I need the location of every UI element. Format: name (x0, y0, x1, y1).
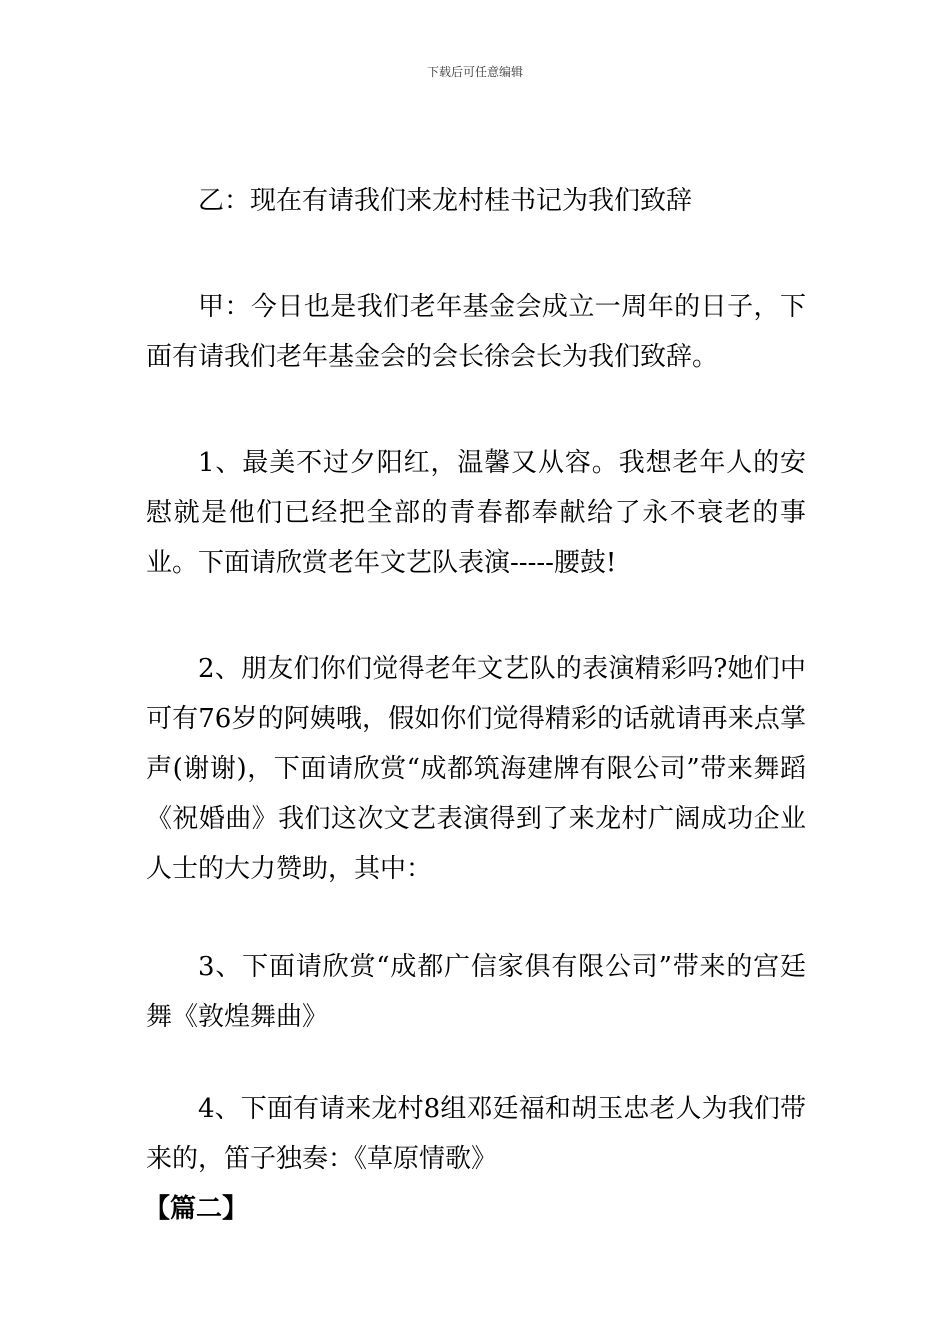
paragraph-item-3: 3、下面请欣赏“成都广信家俱有限公司”带来的宫廷舞《敦煌舞曲》 (146, 952, 806, 1032)
section-heading: 【篇二】 (144, 1194, 249, 1224)
paragraph-item-1: 1、最美不过夕阳红，温馨又从容。我想老年人的安慰就是他们已经把全部的青春都奉献给了永不衰老的事业。下面请欣赏老年文艺队表演-----腰鼓! (146, 448, 806, 578)
paragraph-intro-jia: 甲：今日也是我们老年基金会成立一周年的日子，下面有请我们老年基金会的会长徐会长为我们致辞。 (146, 292, 806, 372)
document-body (146, 176, 806, 1234)
paragraph-item-2: 2、朋友们你们觉得老年文艺队的表演精彩吗?她们中可有76岁的阿姨哦，假如你们觉得精彩的话就请再来点掌声(谢谢)，下面请欣赏“成都筑海建牌有限公司”带来舞蹈《祝婚曲》我们这次文艺表演得到了来龙村广阔成功企业人士的大力赞助，其中： (146, 654, 806, 884)
paragraph-item-4: 4、下面有请来龙村8组邓廷福和胡玉忠老人为我们带来的，笛子独奏：《草原情歌》 (146, 1094, 806, 1174)
header-note: 下载后可任意编辑 (426, 65, 523, 79)
paragraph-intro-yi: 乙：现在有请我们来龙村桂书记为我们致辞 (198, 186, 693, 216)
